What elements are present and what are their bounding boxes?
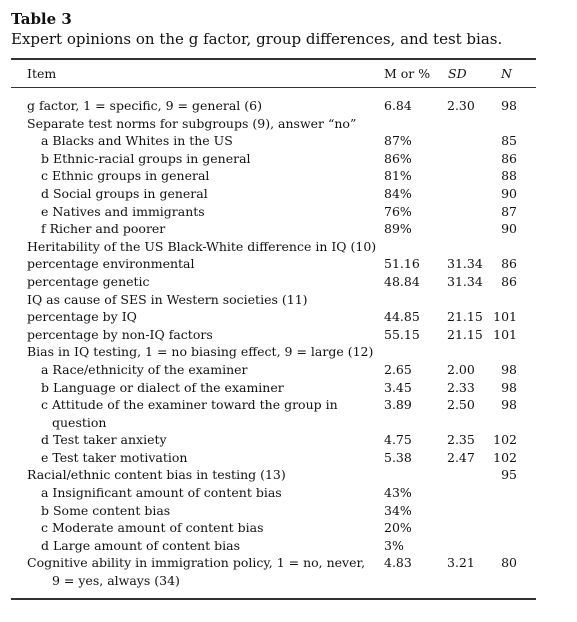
sd-value: 21.15 bbox=[447, 309, 483, 325]
row-label: d Social groups in general bbox=[41, 185, 208, 201]
mean-value: 87% bbox=[384, 133, 412, 149]
mean-value: 44.85 bbox=[384, 309, 420, 325]
table-row bbox=[0, 537, 577, 555]
row-label: a Blacks and Whites in the US bbox=[41, 133, 233, 149]
mean-value: 43% bbox=[384, 485, 412, 501]
mean-value: 2.65 bbox=[384, 361, 412, 377]
table-row bbox=[0, 343, 577, 361]
table-row bbox=[0, 185, 577, 203]
n-value: 86 bbox=[501, 150, 517, 166]
row-label: a Race/ethnicity of the examiner bbox=[41, 361, 248, 377]
table-row bbox=[0, 238, 577, 256]
row-label: b Ethnic-racial groups in general bbox=[41, 150, 251, 166]
row-label: e Test taker motivation bbox=[41, 449, 188, 465]
table-row bbox=[0, 255, 577, 273]
sd-value: 3.21 bbox=[447, 555, 475, 571]
sd-value: 2.47 bbox=[447, 449, 475, 465]
table-row bbox=[0, 115, 577, 133]
table-body bbox=[0, 97, 577, 590]
row-label: percentage environmental bbox=[27, 256, 195, 272]
table-row bbox=[0, 379, 577, 397]
n-value: 88 bbox=[501, 168, 517, 184]
row-label: c Ethnic groups in general bbox=[41, 168, 210, 184]
n-value: 98 bbox=[501, 98, 517, 113]
table-row bbox=[0, 203, 577, 221]
mean-value: 48.84 bbox=[384, 273, 420, 289]
row-label: g factor, 1 = specific, 9 = general (6) bbox=[27, 98, 262, 113]
table-row bbox=[0, 484, 577, 502]
row-label: e Natives and immigrants bbox=[41, 203, 205, 219]
row-label: d Large amount of content bias bbox=[41, 537, 241, 553]
header-item: Item bbox=[27, 66, 57, 81]
sd-value: 2.50 bbox=[447, 397, 475, 413]
table-row bbox=[0, 431, 577, 449]
table-row bbox=[0, 308, 577, 326]
mean-value: 34% bbox=[384, 502, 412, 518]
n-value: 102 bbox=[493, 432, 517, 448]
mean-value: 3.45 bbox=[384, 379, 412, 395]
mean-value: 81% bbox=[384, 168, 412, 184]
mean-value: 3.89 bbox=[384, 397, 412, 413]
mean-value: 3% bbox=[384, 537, 404, 553]
row-label: a Insignificant amount of content bias bbox=[41, 485, 282, 501]
n-value: 95 bbox=[501, 467, 517, 483]
row-label-continuation: question bbox=[52, 414, 107, 430]
n-value: 85 bbox=[501, 133, 517, 149]
table-title: Expert opinions on the g factor, group differences, and test bias. bbox=[11, 30, 503, 48]
table-row bbox=[0, 291, 577, 309]
table-row bbox=[0, 466, 577, 484]
mean-value: 4.75 bbox=[384, 432, 412, 448]
table-caption bbox=[11, 10, 571, 49]
header-sd: SD bbox=[448, 66, 467, 81]
sd-value: 21.15 bbox=[447, 326, 483, 342]
table-row bbox=[0, 273, 577, 291]
n-value: 102 bbox=[493, 449, 517, 465]
n-value: 86 bbox=[501, 256, 517, 272]
mean-value: 86% bbox=[384, 150, 412, 166]
bottom-rule bbox=[11, 598, 536, 600]
table-row bbox=[0, 396, 577, 431]
row-label: b Some content bias bbox=[41, 502, 171, 518]
mean-value: 89% bbox=[384, 221, 412, 237]
mean-value: 55.15 bbox=[384, 326, 420, 342]
header-rule bbox=[11, 87, 536, 88]
n-value: 98 bbox=[501, 397, 517, 413]
n-value: 80 bbox=[501, 555, 517, 571]
row-label: percentage by IQ bbox=[27, 309, 137, 325]
table-row bbox=[0, 167, 577, 185]
table-row bbox=[0, 150, 577, 168]
row-label-continuation: 9 = yes, always (34) bbox=[52, 573, 180, 589]
sd-value: 2.00 bbox=[447, 361, 475, 377]
mean-value: 20% bbox=[384, 520, 412, 536]
n-value: 101 bbox=[493, 309, 517, 325]
table-row bbox=[0, 449, 577, 467]
sd-value: 2.35 bbox=[447, 432, 475, 448]
row-label: Separate test norms for subgroups (9), answer “no” bbox=[27, 115, 357, 131]
header-mean: M or % bbox=[384, 66, 431, 81]
n-value: 98 bbox=[501, 361, 517, 377]
mean-value: 51.16 bbox=[384, 256, 420, 272]
row-label: b Language or dialect of the examiner bbox=[41, 379, 284, 395]
sd-value: 31.34 bbox=[447, 273, 483, 289]
n-value: 101 bbox=[493, 326, 517, 342]
table-row bbox=[0, 361, 577, 379]
row-label: c Attitude of the examiner toward the group in bbox=[41, 397, 338, 413]
n-value: 98 bbox=[501, 379, 517, 395]
row-label: f Richer and poorer bbox=[41, 221, 166, 237]
row-label: percentage genetic bbox=[27, 273, 150, 289]
n-value: 90 bbox=[501, 221, 517, 237]
table-row bbox=[0, 519, 577, 537]
table-row bbox=[0, 132, 577, 150]
row-label: IQ as cause of SES in Western societies (11) bbox=[27, 291, 308, 307]
table-row bbox=[0, 554, 577, 589]
header-n: N bbox=[501, 66, 512, 81]
table-row bbox=[0, 220, 577, 238]
row-label: Bias in IQ testing, 1 = no biasing effect, 9 = large (12) bbox=[27, 344, 374, 360]
n-value: 86 bbox=[501, 273, 517, 289]
row-label: d Test taker anxiety bbox=[41, 432, 167, 448]
top-rule bbox=[11, 58, 536, 60]
mean-value: 6.84 bbox=[384, 98, 412, 113]
mean-value: 4.83 bbox=[384, 555, 412, 571]
table-row bbox=[0, 326, 577, 344]
sd-value: 2.30 bbox=[447, 98, 475, 113]
sd-value: 2.33 bbox=[447, 379, 475, 395]
mean-value: 5.38 bbox=[384, 449, 412, 465]
mean-value: 84% bbox=[384, 185, 412, 201]
row-label: percentage by non-IQ factors bbox=[27, 326, 213, 342]
row-label: Racial/ethnic content bias in testing (13) bbox=[27, 467, 286, 483]
row-label: c Moderate amount of content bias bbox=[41, 520, 264, 536]
table-label: Table 3 bbox=[11, 10, 72, 28]
row-label: Heritability of the US Black-White difference in IQ (10) bbox=[27, 238, 377, 254]
table-row bbox=[0, 502, 577, 520]
sd-value: 31.34 bbox=[447, 256, 483, 272]
mean-value: 76% bbox=[384, 203, 412, 219]
table-row bbox=[0, 97, 577, 115]
n-value: 90 bbox=[501, 185, 517, 201]
n-value: 87 bbox=[501, 203, 517, 219]
row-label: Cognitive ability in immigration policy, 1 = no, never, bbox=[27, 555, 366, 571]
